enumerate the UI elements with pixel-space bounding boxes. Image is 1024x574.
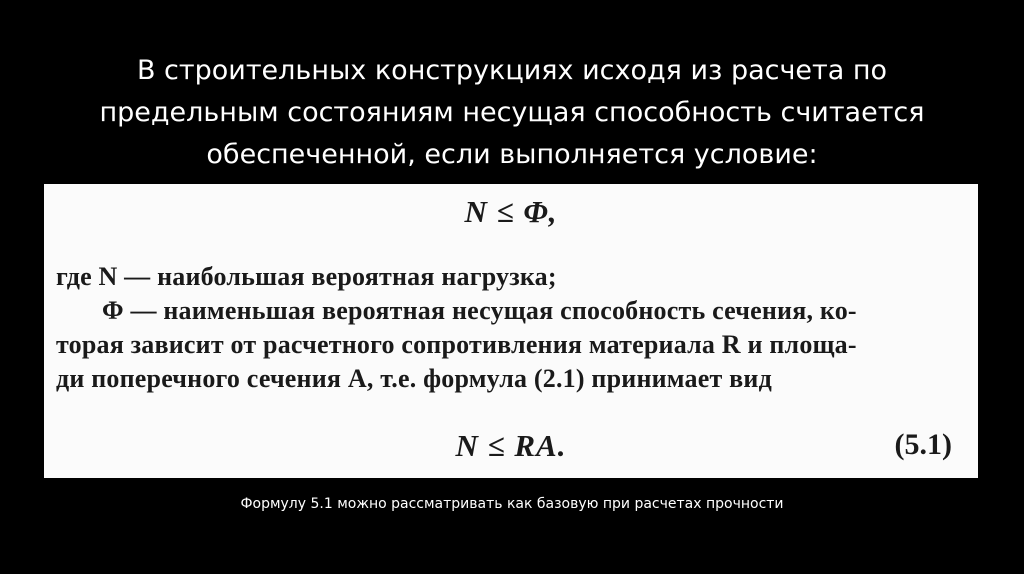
formula-5-1: N ≤ RA.: [455, 428, 567, 463]
definition-line-3: торая зависит от расчетного сопротивления материала R и площа-: [56, 330, 857, 359]
title-line-1: В строительных конструкциях исходя из расчета по: [136, 55, 888, 86]
definition-line-4: ди поперечного сечения A, т.е. формула (2.1) принимает вид: [56, 364, 772, 393]
equation-number: (5.1): [894, 428, 952, 461]
scanned-textbook-excerpt: [44, 184, 978, 478]
slide-title: [62, 50, 962, 176]
slide-caption: Формулу 5.1 можно рассматривать как базовую при расчетах прочности: [240, 496, 784, 512]
definitions-text: [56, 260, 970, 396]
definition-line-1: где N — наибольшая вероятная нагрузка;: [56, 262, 557, 291]
title-line-3: обеспеченной, если выполняется условие:: [206, 139, 818, 170]
title-line-2: предельным состояниям несущая способность считается: [99, 97, 925, 128]
formula-condition: N ≤ Φ,: [464, 194, 558, 229]
definition-line-2: Φ — наименьшая вероятная несущая способность сечения, ко-: [102, 296, 857, 325]
